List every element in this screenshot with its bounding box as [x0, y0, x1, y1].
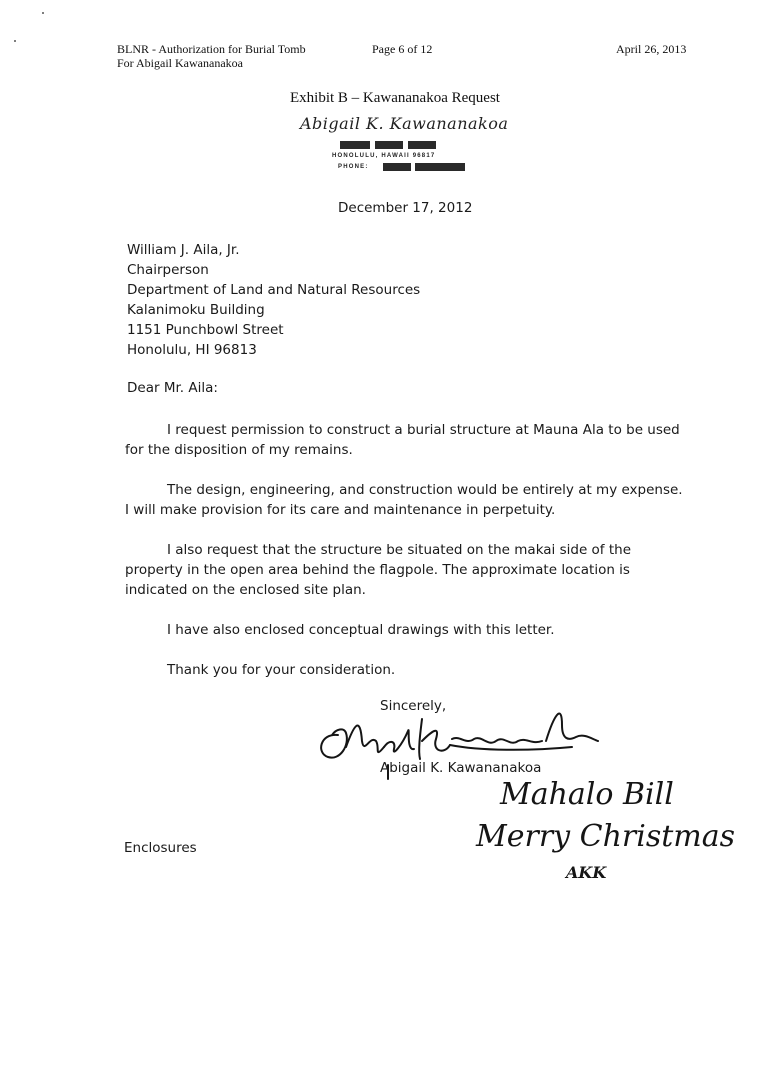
paragraph-line: I request permission to construct a burial structure at Mauna Ala to be used: [167, 422, 680, 438]
note-initials: AKK: [566, 863, 607, 882]
header-date: April 26, 2013: [616, 42, 687, 56]
recipient-department: Department of Land and Natural Resources: [127, 282, 421, 298]
recipient-title: Chairperson: [127, 262, 209, 278]
note-line-1: Mahalo Bill: [500, 777, 674, 812]
paragraph-request: [125, 420, 680, 460]
letterhead-city: HONOLULU, HAWAII 96817: [332, 153, 436, 159]
redaction-bar: [340, 141, 370, 149]
redaction-bar: [408, 141, 436, 149]
recipient-street: 1151 Punchbowl Street: [127, 322, 284, 338]
paragraph-thanks: [125, 660, 395, 680]
paragraph-drawings: [125, 620, 555, 640]
recipient-address: [127, 240, 420, 360]
paragraph-line: Thank you for your consideration.: [167, 662, 396, 678]
recipient-building: Kalanimoku Building: [127, 302, 265, 318]
recipient-city: Honolulu, HI 96813: [127, 342, 257, 358]
scan-speck: [42, 12, 44, 14]
signer-name: Abigail K. Kawananakoa: [380, 760, 542, 776]
redaction-bar: [415, 163, 465, 171]
page-number: Page 6 of 12: [372, 42, 433, 56]
header-subtitle: For Abigail Kawananakoa: [117, 56, 243, 70]
paragraph-line: The design, engineering, and construction would be entirely at my expense.: [167, 482, 683, 498]
scan-speck: [14, 40, 16, 42]
closing: Sincerely,: [380, 698, 447, 714]
paragraph-line: I will make provision for its care and maintenance in perpetuity.: [125, 502, 556, 518]
exhibit-title: Exhibit B – Kawananakoa Request: [290, 90, 500, 106]
salutation: Dear Mr. Aila:: [127, 380, 218, 396]
recipient-name: William J. Aila, Jr.: [127, 242, 240, 258]
letterhead-name: Abigail K. Kawananakoa: [300, 114, 509, 133]
handwritten-note: [470, 768, 736, 888]
redaction-bar: [375, 141, 403, 149]
letter-date: December 17, 2012: [338, 200, 473, 216]
letterhead-phone-label: PHONE:: [338, 164, 369, 170]
paragraph-line: I also request that the structure be situated on the makai side of the: [167, 542, 632, 558]
paragraph-line: property in the open area behind the flagpole. The approximate location is: [125, 562, 630, 578]
paragraph-location: [125, 540, 631, 600]
paragraph-expense: [125, 480, 683, 520]
header-left: [117, 42, 306, 70]
paragraph-line: I have also enclosed conceptual drawings with this letter.: [167, 622, 555, 638]
enclosures-label: Enclosures: [124, 840, 197, 856]
note-line-2: Merry Christmas: [476, 819, 736, 854]
header-title: BLNR - Authorization for Burial Tomb: [117, 42, 306, 56]
paragraph-line: for the disposition of my remains.: [125, 442, 353, 458]
paragraph-line: indicated on the enclosed site plan.: [125, 582, 366, 598]
redaction-bar: [383, 163, 411, 171]
